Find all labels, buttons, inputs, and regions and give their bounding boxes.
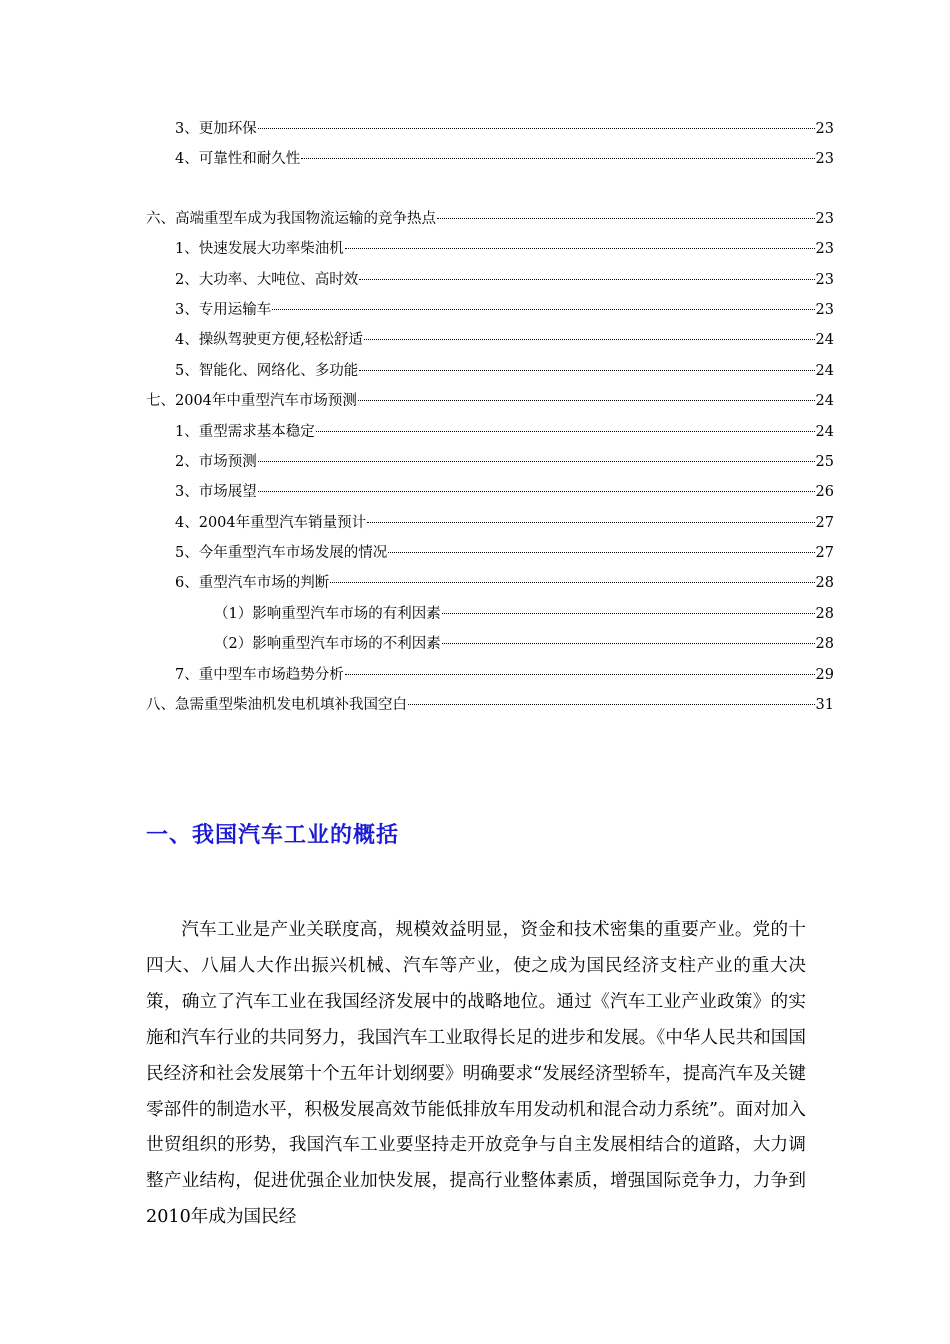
toc-entry[interactable] [146,660,834,690]
toc-page-number: 23 [815,210,834,227]
toc-entry-label: 3、专用运输车 [175,301,272,318]
toc-page-number: 25 [815,453,834,470]
toc-entry[interactable] [146,265,834,295]
toc-leader-dots [258,459,815,462]
toc-entry[interactable] [146,325,834,355]
toc-spacer [146,175,834,204]
toc-entry-label: 2、市场预测 [175,453,257,470]
toc-leader-dots [258,489,815,492]
toc-page-number: 23 [815,151,834,168]
toc-page-number: 28 [815,575,834,592]
toc-leader-dots [345,246,815,249]
toc-leader-dots [388,550,814,553]
toc-leader-dots [345,672,815,675]
toc-entry[interactable] [146,114,834,144]
toc-entry-label: 六、高端重型车成为我国物流运输的竞争热点 [146,210,436,227]
toc-page-number: 31 [815,697,834,714]
toc-entry-label: 七、2004年中重型汽车市场预测 [146,393,357,410]
body-paragraph: 汽车工业是产业关联度高，规模效益明显，资金和技术密集的重要产业。党的十四大、八届人大作出振兴机械、汽车等产业，使之成为国民经济支柱产业的重大决策，确立了汽车工业在我国经济发展中的战略地位。通过《汽车工业产业政策》的实施和汽车行业的共同努力，我国汽车工业取得长足的进步和发展。《中华人民共和国国民经济和社会发展第十个五年计划纲要》明确要求“发展经济型轿车，提高汽车及关键零部件的制造水平，积极发展高效节能低排放车用发动机和混合动力系统”。面对加入世贸组织的形势，我国汽车工业要坚持走开放竞争与自主发展相结合的道路，大力调整产业结构，促进优强企业加快发展，提高行业整体素质，增强国际竞争力，力争到2010年成为国民经 [146,920,806,1228]
toc-entry-label: （2）影响重型汽车市场的不利因素 [214,636,441,653]
toc-entry-label: （1）影响重型汽车市场的有利因素 [214,605,441,622]
toc-entry[interactable] [146,234,834,264]
section-heading: 一、我国汽车工业的概括 [146,823,400,848]
toc-entry-label: 4、2004年重型汽车销量预计 [175,514,367,531]
toc-page-number: 26 [815,484,834,501]
toc-leader-dots [316,429,815,432]
toc-entry[interactable] [146,599,834,629]
toc-leader-dots [367,520,814,523]
toc-page-number: 28 [815,636,834,653]
toc-leader-dots [437,216,815,219]
toc-entry[interactable] [146,356,834,386]
toc-leader-dots [442,611,815,614]
toc-leader-dots [358,398,815,401]
toc-entry-label: 7、重中型车市场趋势分析 [175,666,344,683]
toc-entry-label: 3、更加环保 [175,121,257,137]
toc-leader-dots [258,126,815,129]
toc-entry[interactable] [146,568,834,598]
toc-entry-label: 4、可靠性和耐久性 [175,151,301,168]
toc-entry[interactable] [146,538,834,568]
toc-entry-label: 6、重型汽车市场的判断 [175,575,330,592]
toc-entry-label: 八、急需重型柴油机发电机填补我国空白 [146,697,407,714]
toc-entry[interactable] [146,144,834,174]
toc-page-number: 23 [815,121,834,137]
table-of-contents [146,114,834,720]
toc-leader-dots [408,702,815,705]
toc-entry-label: 5、今年重型汽车市场发展的情况 [175,545,388,562]
toc-entry[interactable] [146,447,834,477]
toc-leader-dots [330,580,814,583]
toc-page-number: 24 [815,393,834,410]
toc-entry[interactable] [146,386,834,416]
toc-page-number: 27 [815,545,834,562]
toc-entry[interactable] [146,629,834,659]
toc-leader-dots [442,641,815,644]
toc-group-b [146,204,834,721]
toc-entry[interactable] [146,295,834,325]
toc-leader-dots [359,277,814,280]
toc-entry-label: 1、重型需求基本稳定 [175,423,315,440]
toc-page-number: 23 [815,241,834,258]
toc-group-a [146,114,834,175]
toc-entry-label: 2、大功率、大吨位、高时效 [175,271,359,288]
toc-page-number: 28 [815,605,834,622]
toc-page-number: 24 [815,332,834,349]
toc-entry[interactable] [146,204,834,234]
toc-page-number: 27 [815,514,834,531]
toc-leader-dots [364,337,815,340]
toc-entry-label: 5、智能化、网络化、多功能 [175,362,359,379]
toc-entry[interactable] [146,477,834,507]
toc-leader-dots [301,156,814,159]
toc-page-number: 24 [815,423,834,440]
toc-page-number: 29 [815,666,834,683]
toc-entry-label: 1、快速发展大功率柴油机 [175,241,344,258]
toc-page-number: 23 [815,271,834,288]
toc-leader-dots [272,307,814,310]
toc-entry-label: 3、市场展望 [175,484,257,501]
toc-entry[interactable] [146,690,834,720]
toc-page-number: 23 [815,301,834,318]
toc-entry[interactable] [146,508,834,538]
toc-entry-label: 4、操纵驾驶更方便,轻松舒适 [175,332,363,349]
toc-leader-dots [359,368,814,371]
toc-page-number: 24 [815,362,834,379]
toc-entry[interactable] [146,417,834,447]
